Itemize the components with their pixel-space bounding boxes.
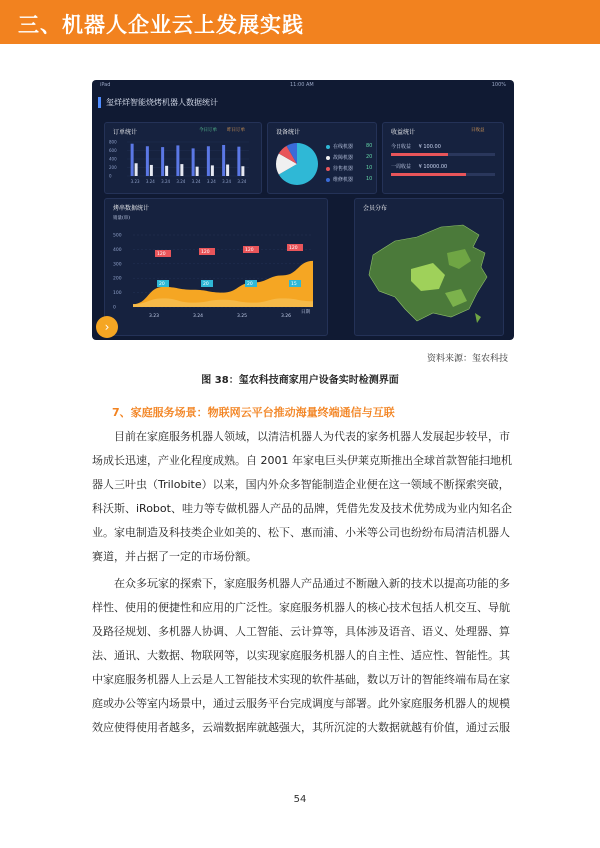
area-y-tick: 400 bbox=[113, 247, 122, 253]
paragraph-line: 中家庭服务机器人上云是人工智能技术实现的软件基础，数以万计的智能终端布局在家 bbox=[92, 673, 510, 686]
area-data-label: 20 bbox=[247, 282, 253, 287]
revenue-panel bbox=[382, 122, 504, 194]
revenue-month-fill bbox=[391, 173, 466, 176]
dashboard-title: 玺烊烊智能烧烤机器人数据统计 bbox=[106, 98, 218, 107]
paragraph-line: 目前在家庭服务机器人领域，以清洁机器人为代表的家务机器人发展起步较早，市 bbox=[114, 430, 510, 443]
grill-panel bbox=[104, 198, 328, 336]
revenue-today-label: 今日收益 bbox=[391, 144, 412, 150]
order-legend-a: 今日订单 bbox=[199, 128, 217, 133]
order-x-tick: 3.24 bbox=[145, 179, 155, 184]
order-panel bbox=[104, 122, 262, 194]
device-legend-item bbox=[326, 176, 373, 184]
area-data-label: 120 bbox=[157, 252, 166, 257]
chapter-header-bar bbox=[0, 0, 600, 44]
revenue-today-row bbox=[391, 143, 441, 150]
paragraph-line: 法、通讯、大数据、物联网等，以实现家庭服务机器人的自主性、适应性、智能性。其 bbox=[92, 649, 510, 662]
title-accent-bar bbox=[98, 97, 101, 108]
revenue-month-row bbox=[391, 163, 447, 170]
order-bar-today bbox=[146, 146, 149, 176]
area-x-tick: 3.25 bbox=[237, 314, 248, 319]
order-y-tick: 400 bbox=[109, 156, 117, 162]
status-left: iPad bbox=[100, 82, 111, 88]
order-bar-yesterday bbox=[150, 165, 153, 176]
paragraph-line: 赛道，并占据了一定的市场份额。 bbox=[92, 550, 257, 563]
paragraph-line: 样性、使用的便捷性和应用的广泛性。家庭服务机器人的核心技术包括人机交互、导航 bbox=[92, 601, 510, 614]
grill-unit: 销量(串) bbox=[113, 216, 131, 221]
legend-dot-icon bbox=[326, 167, 330, 171]
area-data-label: 15 bbox=[291, 282, 297, 287]
area-y-tick: 200 bbox=[113, 276, 122, 282]
order-bar-yesterday bbox=[241, 166, 244, 176]
paragraph-line: 业。家电制造及科技类企业如美的、松下、惠而浦、小米等公司也纷纷布局清洁机器人 bbox=[92, 526, 510, 539]
order-bar-yesterday bbox=[196, 167, 199, 176]
paragraph-line: 效应使得使用者越多，云端数据库就越强大，其所沉淀的大数据就越有价值，通过云服 bbox=[92, 721, 510, 734]
device-legend-label: 在线机器 bbox=[333, 144, 354, 150]
order-x-tick: 3.24 bbox=[191, 179, 201, 184]
order-bar-today bbox=[222, 145, 225, 176]
revenue-month-value: ¥ 10000.00 bbox=[418, 164, 448, 170]
device-legend-label: 维修机器 bbox=[333, 177, 354, 183]
revenue-today-value: ¥ 100.00 bbox=[418, 144, 441, 150]
order-bar-yesterday bbox=[165, 166, 168, 176]
order-bar-today bbox=[161, 147, 164, 176]
order-bar-yesterday bbox=[211, 165, 214, 176]
grill-area-chart bbox=[105, 215, 327, 333]
dashboard-screenshot bbox=[92, 80, 514, 340]
order-y-tick: 200 bbox=[109, 165, 117, 170]
device-legend-value: 10 bbox=[366, 176, 373, 182]
device-panel-title: 设备统计 bbox=[276, 129, 301, 136]
area-x-tick: 3.24 bbox=[193, 314, 204, 319]
order-bar-today bbox=[131, 144, 134, 176]
device-pie-chart bbox=[272, 139, 322, 189]
device-legend-value: 20 bbox=[366, 154, 373, 160]
paragraph-line: 在众多玩家的探索下，家庭服务机器人产品通过不断融入新的技术以提高功能的多 bbox=[114, 577, 510, 590]
status-time: 11:00 AM bbox=[290, 82, 314, 88]
order-y-tick: 600 bbox=[109, 148, 117, 153]
revenue-today-track bbox=[391, 153, 495, 156]
device-legend-value: 10 bbox=[366, 165, 373, 171]
order-panel-title: 订单统计 bbox=[113, 129, 138, 136]
order-x-tick: 3.24 bbox=[222, 179, 232, 184]
figure-caption: 图 38：玺农科技商家用户设备实时检测界面 bbox=[201, 375, 399, 386]
page-number: 54 bbox=[293, 794, 307, 805]
tablet-status-bar bbox=[92, 80, 514, 90]
grill-axis-end: 日期 bbox=[301, 310, 310, 315]
revenue-panel-title: 收益统计 bbox=[391, 129, 416, 136]
area-x-tick: 3.26 bbox=[281, 314, 292, 319]
grill-panel-title: 烤串数据统计 bbox=[113, 205, 150, 212]
figure-source: 资料来源：玺农科技 bbox=[426, 354, 508, 364]
paragraph-line: 场成长迅速，产业化程度成熟。自 2001 年家电巨头伊莱克斯推出全球首款智能扫地机 bbox=[92, 454, 512, 467]
order-y-tick: 800 bbox=[109, 139, 117, 145]
order-bar-yesterday bbox=[135, 163, 138, 176]
order-bar-today bbox=[207, 146, 210, 176]
order-x-tick: 3.24 bbox=[161, 179, 171, 184]
area-data-label: 120 bbox=[245, 248, 254, 253]
next-page-button[interactable]: › bbox=[96, 316, 118, 338]
device-legend-label: 故障机器 bbox=[333, 155, 354, 161]
area-y-tick: 100 bbox=[113, 291, 122, 297]
order-x-tick: 3.24 bbox=[176, 179, 186, 184]
area-data-label: 20 bbox=[203, 282, 209, 287]
paragraph-line: 科沃斯、iRobot、哇力等专做机器人产品的品牌，凭借先发及技术优势成为业内知名企 bbox=[92, 502, 512, 515]
order-x-tick: 3.24 bbox=[237, 179, 247, 184]
area-data-label: 120 bbox=[201, 250, 210, 255]
device-legend-value: 80 bbox=[366, 143, 373, 149]
section-heading: 7、家庭服务场景：物联网云平台推动海量终端通信与互联 bbox=[112, 406, 395, 419]
paragraph-1 bbox=[92, 425, 510, 569]
area-x-tick: 3.23 bbox=[149, 314, 160, 319]
revenue-month-track bbox=[391, 173, 495, 176]
paragraph-line: 庭或办公等室内场景中，通过云服务平台完成调度与部署。此外家庭服务机器人的规模 bbox=[92, 697, 510, 710]
legend-dot-icon bbox=[326, 145, 330, 149]
order-bar-yesterday bbox=[180, 164, 183, 176]
paragraph-line: 及路径规划、多机器人协调、人工智能、云计算等，具体涉及语音、语义、处理器、算 bbox=[92, 625, 510, 638]
area-y-tick: 300 bbox=[113, 262, 122, 268]
revenue-today-fill bbox=[391, 153, 448, 156]
status-battery: 100% bbox=[491, 82, 506, 88]
legend-dot-icon bbox=[326, 178, 330, 182]
china-member-map bbox=[355, 213, 503, 333]
device-panel bbox=[267, 122, 377, 194]
order-bar-yesterday bbox=[226, 165, 229, 176]
device-legend-item bbox=[326, 143, 373, 151]
order-bar-today bbox=[176, 145, 179, 176]
area-y-tick: 0 bbox=[113, 305, 116, 311]
order-bar-today bbox=[192, 148, 195, 176]
paragraph-line: 器人三叶虫（Trilobite）以来，国内外众多智能制造企业便在这一领域不断探索突破， bbox=[92, 478, 510, 491]
revenue-month-label: 一周收益 bbox=[391, 164, 412, 170]
area-data-label: 20 bbox=[159, 282, 165, 287]
legend-dot-icon bbox=[326, 156, 330, 160]
area-y-tick: 500 bbox=[113, 233, 122, 239]
paragraph-2 bbox=[92, 572, 510, 740]
map-panel-title: 会员分布 bbox=[363, 205, 388, 212]
order-legend-b: 昨日订单 bbox=[227, 128, 245, 133]
device-legend-label: 待售机器 bbox=[333, 166, 354, 172]
order-x-tick: 3.24 bbox=[206, 179, 216, 184]
device-legend-item bbox=[326, 154, 373, 162]
order-y-tick: 0 bbox=[109, 173, 112, 179]
order-bar-today bbox=[237, 147, 240, 176]
chapter-title: 三、机器人企业云上发展实践 bbox=[18, 13, 304, 37]
map-panel bbox=[354, 198, 504, 336]
device-legend-item bbox=[326, 165, 373, 173]
area-data-label: 120 bbox=[289, 246, 298, 251]
order-bar-chart bbox=[105, 136, 261, 192]
revenue-tag: 日收益 bbox=[471, 128, 485, 133]
order-x-tick: 3.23 bbox=[130, 179, 140, 184]
